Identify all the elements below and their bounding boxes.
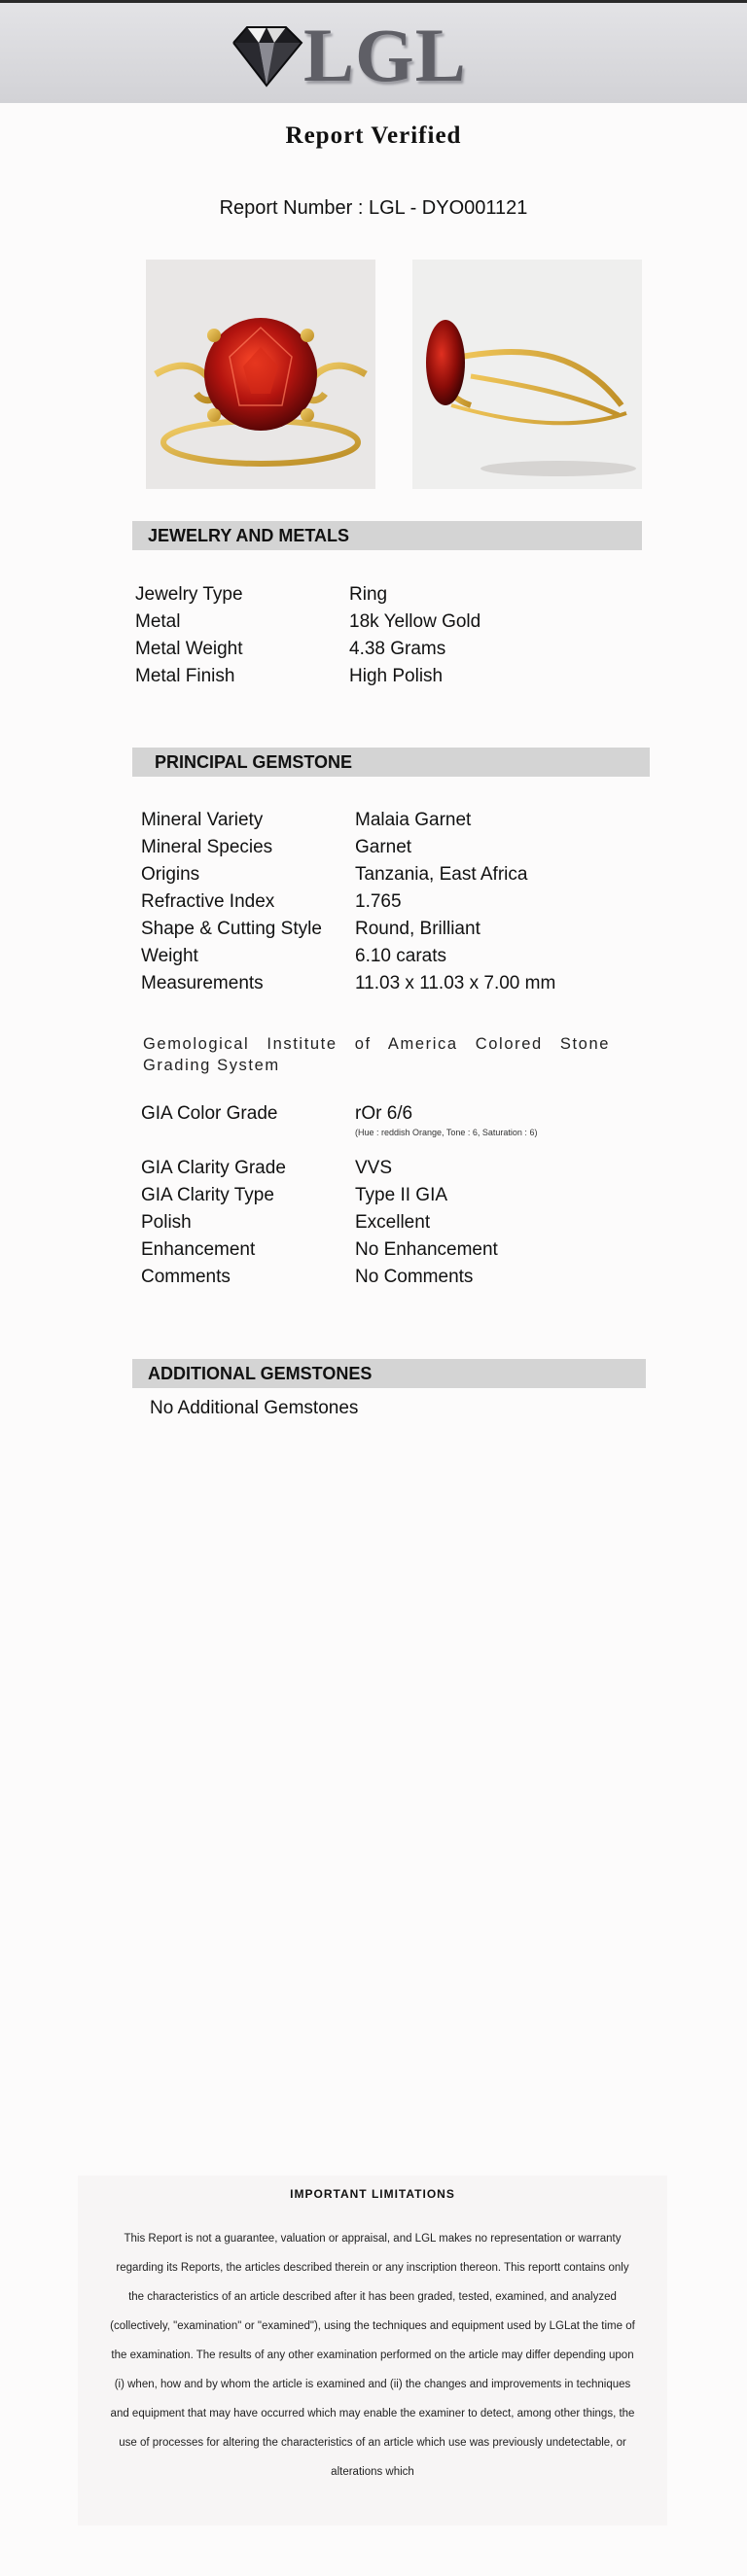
- lgl-logo: [226, 13, 467, 97]
- detail-value: High Polish: [349, 666, 444, 686]
- section-heading-jewelry: [132, 521, 642, 550]
- detail-value: Garnet: [355, 837, 412, 857]
- detail-label: Weight: [141, 946, 198, 966]
- diamond-icon: [226, 21, 307, 89]
- detail-label: Metal Weight: [135, 639, 243, 659]
- detail-value: 1.765: [355, 891, 402, 912]
- detail-value: 18k Yellow Gold: [349, 611, 481, 632]
- detail-value: 11.03 x 11.03 x 7.00 mm: [355, 973, 556, 993]
- logo-text: LGL: [303, 13, 467, 97]
- detail-label: Mineral Species: [141, 837, 273, 857]
- detail-label: GIA Clarity Grade: [141, 1158, 286, 1178]
- detail-value: Excellent: [355, 1212, 431, 1233]
- detail-label: Refractive Index: [141, 891, 275, 912]
- ring-photo-side: [412, 260, 642, 489]
- detail-value: 4.38 Grams: [349, 639, 446, 659]
- limitations-body: This Report is not a guarantee, valuation or appraisal, and LGL makes no representation or warranty regarding its Reports, the articles described therein or any inscription thereon. This reportt contains only the characteristics of an article described after it has been graded, tested, examined, and analyzed (collectively, "examination" or "examined"), using the techniques and equipment used by LGLat the time of the examination. The results of any other examination performed on the article may differ depending upon (i) when, how and by whom the article is examined and (ii) the changes and improvements in techniques and equipment that may have occurred which may enable the examiner to detect, among other things, the use of processes for altering the characteristics of an article which use was previously undetectable, or alterations which: [110, 2233, 635, 2478]
- detail-value: Round, Brilliant: [355, 919, 480, 939]
- detail-label: Metal Finish: [135, 666, 235, 686]
- header-band: [0, 3, 747, 103]
- detail-label: GIA Color Grade: [141, 1103, 278, 1124]
- detail-label: Enhancement: [141, 1239, 256, 1260]
- detail-label: Comments: [141, 1267, 231, 1287]
- detail-value: rOr 6/6: [355, 1103, 413, 1124]
- detail-value: No Comments: [355, 1267, 474, 1287]
- detail-value: Tanzania, East Africa: [355, 864, 528, 885]
- section-heading-principal: [132, 748, 650, 777]
- gia-system-heading: Gemological Institute of America Colored Stone Grading System: [143, 1035, 610, 1074]
- detail-label: Metal: [135, 611, 181, 632]
- detail-label: GIA Clarity Type: [141, 1185, 274, 1205]
- detail-value: Type II GIA: [355, 1185, 448, 1205]
- color-grade-note: (Hue : reddish Orange, Tone : 6, Saturation : 6): [355, 1128, 538, 1137]
- detail-value: Malaia Garnet: [355, 810, 472, 830]
- report-number: Report Number : LGL - DYO001121: [219, 197, 528, 219]
- detail-label: Polish: [141, 1212, 192, 1233]
- detail-value: Ring: [349, 584, 388, 605]
- section-heading-jewelry-label: JEWELRY AND METALS: [148, 526, 350, 545]
- detail-label: Mineral Variety: [141, 810, 264, 830]
- ring-photo-front: [146, 260, 375, 489]
- detail-value: VVS: [355, 1158, 393, 1178]
- detail-value: 6.10 carats: [355, 946, 446, 966]
- section-heading-additional-label: ADDITIONAL GEMSTONES: [148, 1364, 373, 1383]
- detail-label: Measurements: [141, 973, 264, 993]
- page-title: Report Verified: [285, 122, 462, 149]
- additional-gemstones-text: No Additional Gemstones: [150, 1398, 359, 1418]
- detail-value: No Enhancement: [355, 1239, 498, 1260]
- section-heading-principal-label: PRINCIPAL GEMSTONE: [155, 752, 353, 772]
- limitations-title: IMPORTANT LIMITATIONS: [290, 2187, 455, 2201]
- detail-label: Jewelry Type: [135, 584, 243, 605]
- detail-label: Shape & Cutting Style: [141, 919, 322, 939]
- detail-label: Origins: [141, 864, 200, 885]
- important-limitations: [78, 2176, 667, 2525]
- section-heading-additional: [132, 1359, 646, 1388]
